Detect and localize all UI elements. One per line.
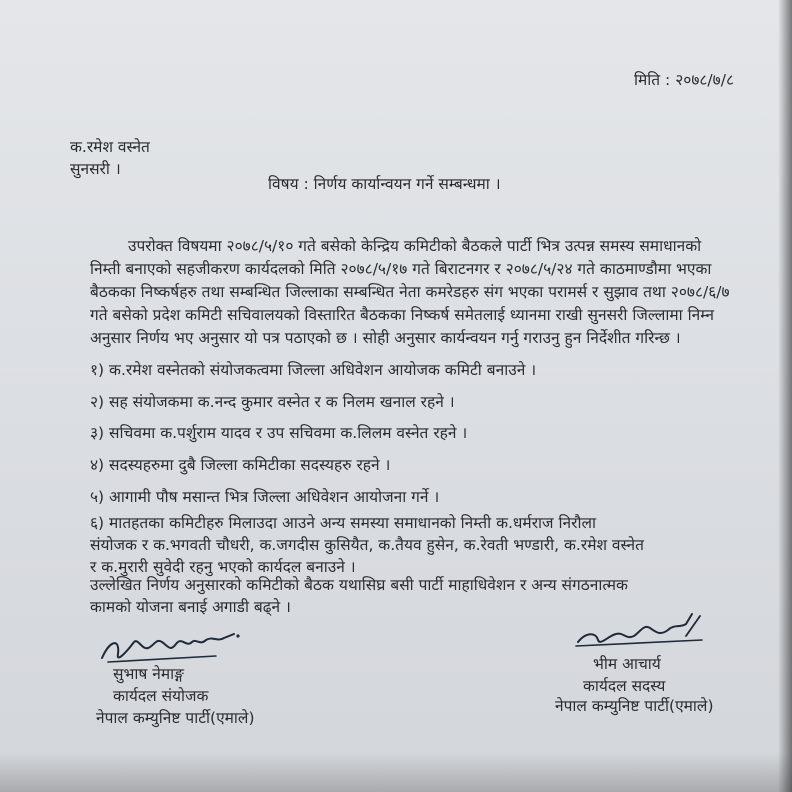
signatory-left-org: नेपाल कम्युनिष्ट पार्टी(एमाले) bbox=[96, 709, 255, 727]
signature-left bbox=[96, 620, 246, 668]
decision-6-line: र क.मुरारी सुवेदी रहनु भएको कार्यदल बनाउने । bbox=[90, 558, 356, 576]
signatory-left-name: सुभाष नेमाङ्ग bbox=[113, 665, 184, 683]
decision-item-2: २) सह संयोजकमा क.नन्द कुमार वस्नेत र क निलम खनाल रहने । bbox=[90, 393, 455, 411]
decision-6-line: संयोजक र क.भगवती चौधरी, क.जगदीस कुसियैत, क.तैयव हुसेन, क.रेवती भण्डारी, क.रमेश वस्नेत bbox=[90, 536, 644, 554]
decision-item-1: १) क.रमेश वस्नेतको संयोजकत्वमा जिल्ला अधिवेशन आयोजक कमिटी बनाउने । bbox=[90, 361, 537, 379]
letter-subject: विषय : निर्णय कार्यान्वयन गर्ने सम्बन्धमा । bbox=[268, 175, 501, 193]
decision-item-4: ४) सदस्यहरुमा दुबै जिल्ला कमिटीका सदस्यहरु रहने । bbox=[90, 456, 391, 474]
page-bottom-shadow bbox=[0, 752, 792, 792]
page-edge-shadow bbox=[778, 0, 792, 792]
decision-6-line: ६) मातहतका कमिटीहरु मिलाउदा आउने अन्य समस्या समाधानको निम्ती क.धर्मराज निरौला bbox=[90, 514, 596, 532]
decision-item-6 bbox=[90, 512, 644, 578]
decision-item-5: ५) आगामी पौष मसान्त भित्र जिल्ला अधिवेशन आयोजना गर्ने । bbox=[90, 488, 440, 506]
closing-line: उल्लेखित निर्णय अनुसारको कमिटीको बैठक यथासिघ्र बसी पार्टी माहाधिवेशन र अन्य संगठनात्मक bbox=[90, 576, 628, 594]
addressee-name: क.रमेश वस्नेत bbox=[70, 138, 150, 156]
signatory-right-name: भीम आचार्य bbox=[593, 655, 661, 673]
body-paragraph: उपरोक्त विषयमा २०७८/५/१० गते बसेको केन्द्रिय कमिटीको बैठकले पार्टी भित्र उत्पन्न समस्य समाधानको निम्ती बनाएको सहजीकरण कार्यदलको मिति २०७८/५/१७ गते बिराटनगर र २०७८/५/२४ गते काठमाण्डौमा भएका बैठकका निष्कर्षहरु तथा सम्बन्धित जिल्लाका सम्बन्धित नेता कमरेडहरु संग भएका परामर्स र सुझाव तथा २०७८/६/७ गते बसेको प्रदेश कमिटी सचिवालयको विस्तारित बैठकका निष्कर्ष समेतलाई ध्यानमा राखी सुनसरी जिल्लामा निम्न अनुसार निर्णय भए अनुसार यो पत्र पठाएको छ । सोही अनुसार कार्यन्वयन गर्नु गराउनु हुन निर्देशीत गरिन्छ । bbox=[90, 237, 730, 347]
letter-date: मिति : २०७८/७/८ bbox=[633, 71, 734, 89]
signatory-right-role: कार्यदल सदस्य bbox=[583, 677, 666, 695]
decision-item-3: ३) सचिवमा क.पर्शुराम यादव र उप सचिवमा क.लिलम वस्नेत रहने । bbox=[90, 424, 468, 442]
signatory-left-role: कार्यदल संयोजक bbox=[113, 687, 209, 705]
closing-paragraph bbox=[90, 574, 628, 618]
addressee-place: सुनसरी । bbox=[70, 160, 121, 178]
signature-right bbox=[570, 606, 720, 656]
closing-line: कामको योजना बनाई अगाडी बढ्ने । bbox=[90, 598, 291, 616]
signatory-right-org: नेपाल कम्युनिष्ट पार्टी(एमाले) bbox=[555, 697, 714, 715]
